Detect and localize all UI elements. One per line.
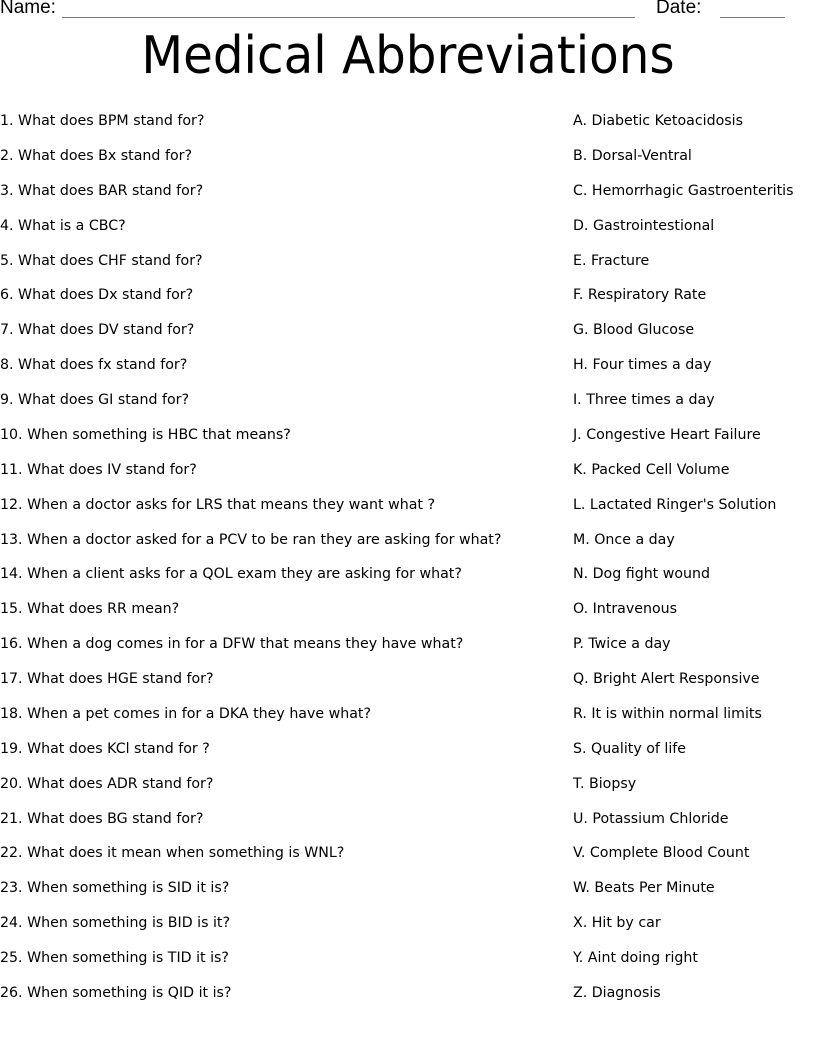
question-text: 11. What does IV stand for?: [0, 461, 197, 478]
answer-text: O. Intravenous: [573, 601, 678, 618]
matching-row: [0, 418, 816, 453]
question-text: 1. What does BPM stand for?: [0, 113, 205, 129]
question-text: 2. What does Bx stand for?: [0, 147, 192, 164]
matching-row: [0, 244, 816, 279]
matching-row: [0, 662, 816, 697]
question-text: 7. What does DV stand for?: [0, 322, 195, 339]
matching-row: [0, 488, 816, 523]
question-text: 10. When something is HBC that means?: [0, 426, 291, 443]
answer-text: Q. Bright Alert Responsive: [573, 671, 760, 687]
question-text: 5. What does CHF stand for?: [0, 252, 203, 269]
matching-row: [0, 836, 816, 871]
matching-row: [0, 941, 816, 976]
matching-row: [0, 976, 816, 1011]
answer-text: Z. Diagnosis: [573, 984, 661, 1001]
answer-text: A. Diabetic Ketoacidosis: [573, 113, 743, 129]
date-label: Date:: [656, 0, 702, 18]
matching-row: [0, 871, 816, 906]
question-text: 25. When something is TID it is?: [0, 950, 229, 966]
answer-text: Y. Aint doing right: [573, 950, 698, 966]
matching-row: [0, 104, 816, 139]
question-text: 8. What does fx stand for?: [0, 357, 188, 374]
question-text: 18. When a pet comes in for a DKA they have what?: [0, 705, 372, 722]
answer-text: T. Biopsy: [573, 775, 637, 792]
matching-row: [0, 767, 816, 802]
answer-text: M. Once a day: [573, 531, 675, 548]
matching-row: [0, 697, 816, 732]
question-text: 16. When a dog comes in for a DFW that means they have what?: [0, 636, 464, 653]
question-text: 15. What does RR mean?: [0, 601, 180, 618]
answer-text: H. Four times a day: [573, 357, 712, 374]
question-text: 23. When something is SID it is?: [0, 880, 230, 897]
answer-text: F. Respiratory Rate: [573, 287, 707, 304]
matching-row: [0, 557, 816, 592]
answer-text: N. Dog fight wound: [573, 566, 711, 583]
answer-text: C. Hemorrhagic Gastroenteritis: [573, 182, 794, 199]
matching-row: [0, 627, 816, 662]
date-field-line[interactable]: [720, 17, 785, 18]
question-text: 20. What does ADR stand for?: [0, 775, 214, 792]
matching-row: [0, 174, 816, 209]
matching-row: [0, 209, 816, 244]
answer-text: B. Dorsal-Ventral: [573, 147, 692, 164]
answer-text: U. Potassium Chloride: [573, 810, 729, 827]
matching-row: [0, 453, 816, 488]
answer-text: P. Twice a day: [573, 636, 671, 653]
answer-text: W. Beats Per Minute: [573, 880, 715, 897]
question-text: 3. What does BAR stand for?: [0, 182, 204, 199]
question-text: 12. When a doctor asks for LRS that means they want what ?: [0, 496, 435, 513]
matching-row: [0, 348, 816, 383]
matching-row: [0, 906, 816, 941]
matching-row: [0, 383, 816, 418]
name-label: Name:: [0, 0, 56, 18]
matching-row: [0, 732, 816, 767]
answer-text: D. Gastrointestional: [573, 217, 715, 234]
question-text: 4. What is a CBC?: [0, 217, 126, 234]
matching-list: [0, 104, 816, 1011]
answer-text: V. Complete Blood Count: [573, 845, 750, 862]
question-text: 9. What does GI stand for?: [0, 392, 190, 408]
question-text: 21. What does BG stand for?: [0, 810, 204, 827]
question-text: 14. When a client asks for a QOL exam they are asking for what?: [0, 566, 462, 583]
page-title: Medical Abbreviations: [141, 26, 675, 86]
question-text: 24. When something is BID is it?: [0, 915, 231, 932]
answer-text: I. Three times a day: [573, 392, 715, 408]
question-text: 26. When something is QID it is?: [0, 984, 232, 1001]
answer-text: G. Blood Glucose: [573, 322, 695, 339]
question-text: 17. What does HGE stand for?: [0, 671, 214, 687]
matching-row: [0, 592, 816, 627]
answer-text: R. It is within normal limits: [573, 705, 762, 722]
answer-text: K. Packed Cell Volume: [573, 461, 730, 478]
matching-row: [0, 139, 816, 174]
answer-text: E. Fracture: [573, 252, 650, 269]
answer-text: L. Lactated Ringer's Solution: [573, 496, 777, 513]
matching-row: [0, 278, 816, 313]
question-text: 19. What does KCl stand for ?: [0, 740, 210, 757]
answer-text: J. Congestive Heart Failure: [573, 426, 761, 443]
question-text: 22. What does it mean when something is WNL?: [0, 845, 345, 862]
question-text: 6. What does Dx stand for?: [0, 287, 194, 304]
matching-row: [0, 523, 816, 558]
name-field-line[interactable]: [62, 17, 635, 18]
answer-text: S. Quality of life: [573, 740, 687, 757]
answer-text: X. Hit by car: [573, 915, 661, 932]
matching-row: [0, 313, 816, 348]
question-text: 13. When a doctor asked for a PCV to be ran they are asking for what?: [0, 531, 502, 548]
matching-row: [0, 802, 816, 837]
